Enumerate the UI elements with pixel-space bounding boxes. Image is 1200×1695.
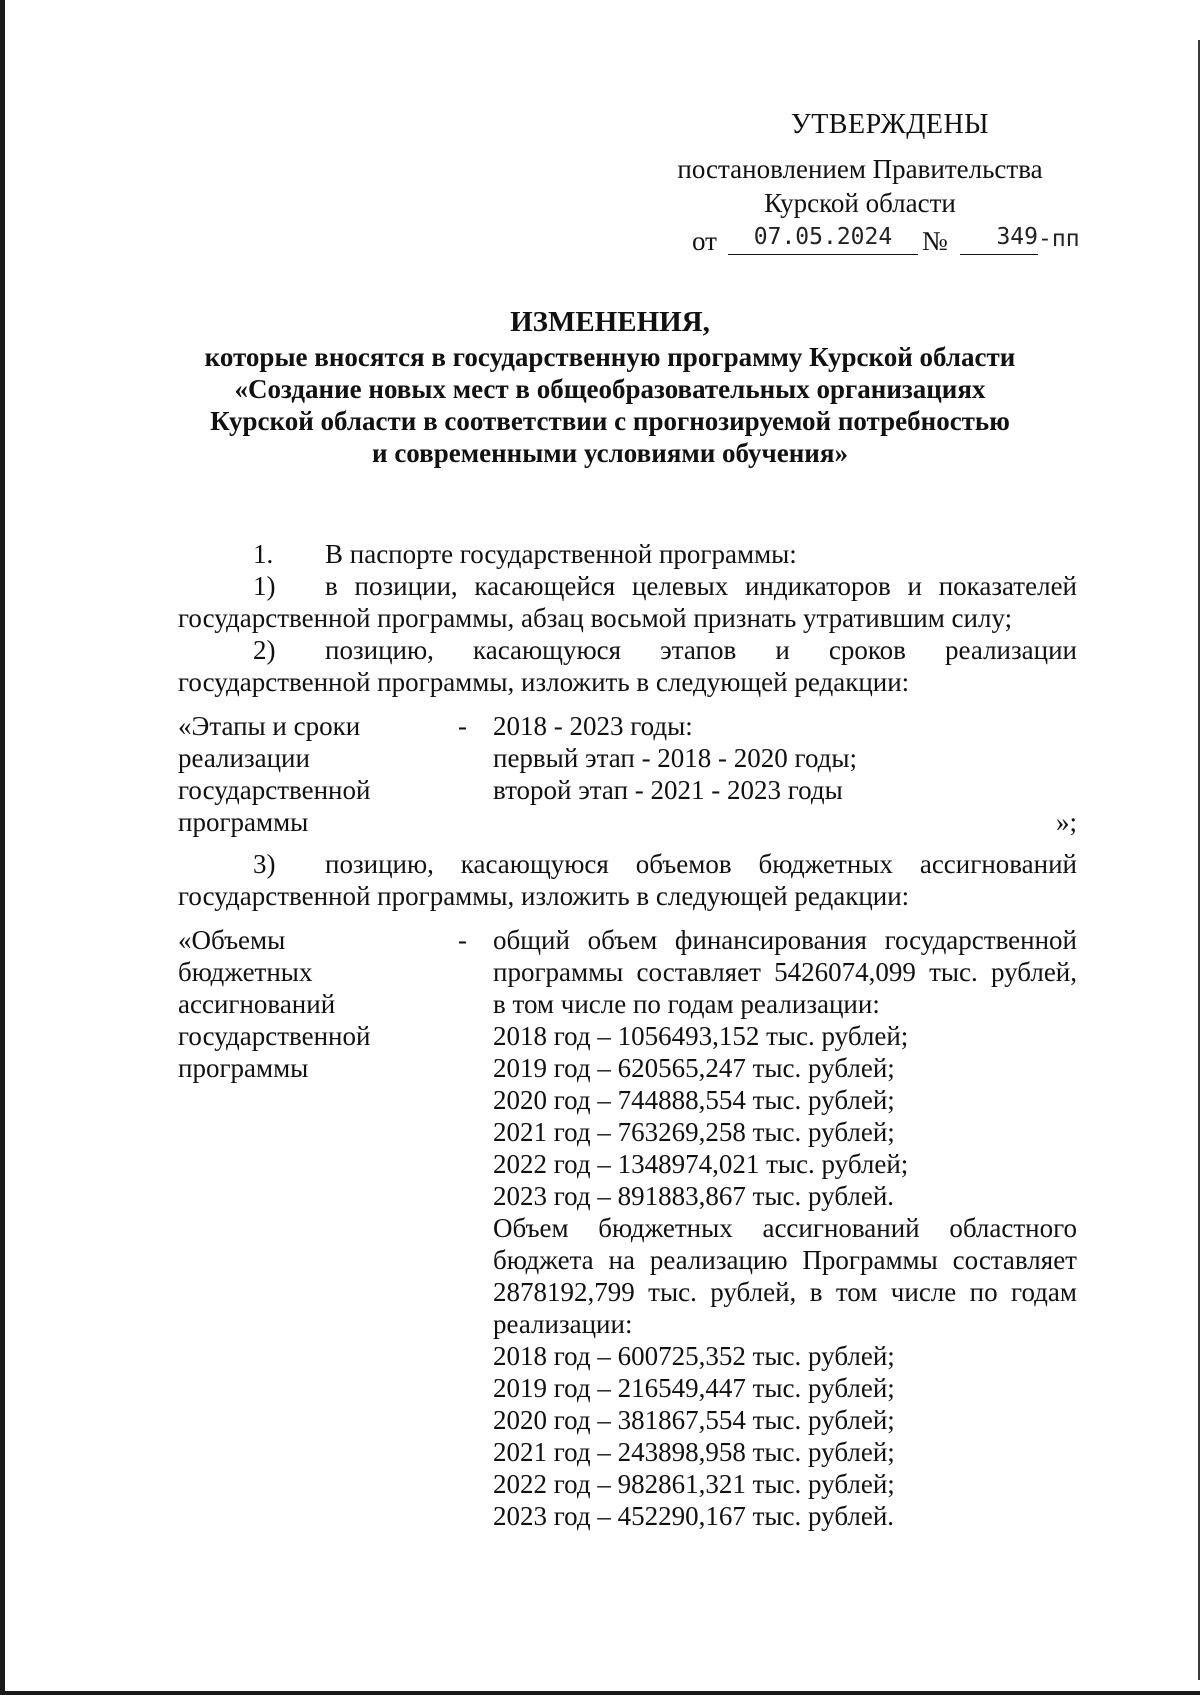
title-line: Курской области в соответствии с прогнозируемой потребностью: [210, 406, 1010, 436]
number-sign: №: [922, 226, 948, 256]
budget-year-line: 2023 год – 452290,167 тыс. рублей.: [493, 1501, 895, 1531]
approval-number-suffix: -пп: [1038, 226, 1080, 252]
title-heading: ИЗМЕНЕНИЯ,: [510, 306, 710, 338]
approval-block: [640, 108, 1080, 256]
subitem-3-text: позицию, касающуюся объемов бюджетных ассигнований: [325, 849, 1077, 879]
subitem-2-line1: [178, 634, 1077, 666]
closing-quote: »;: [1055, 807, 1077, 837]
budget-label-line: ассигнований: [178, 989, 336, 1019]
budget-value-line: общий объем финансирования государственной: [493, 925, 1077, 955]
budget-label-line: бюджетных: [178, 957, 313, 987]
budget-value: [480, 924, 1077, 1532]
budget-year-line: 2019 год – 620565,247 тыс. рублей;: [493, 1053, 895, 1083]
subitem-1-text: в позиции, касающейся целевых индикаторов и показателей: [325, 571, 1077, 601]
budget-year-line: 2019 год – 216549,447 тыс. рублей;: [493, 1373, 895, 1403]
budget-value-line: 2878192,799 тыс. рублей, в том числе по годам: [493, 1277, 1077, 1307]
budget-year-line: 2023 год – 891883,867 тыс. рублей.: [493, 1181, 895, 1211]
budget-value-line: Объем бюджетных ассигнований областного: [493, 1213, 1077, 1243]
budget-value-line: программы составляет 5426074,099 тыс. рублей,: [493, 957, 1077, 987]
budget-value-line: бюджета на реализацию Программы составляет: [493, 1245, 1077, 1275]
stages-label-line: программы: [178, 807, 309, 837]
approval-authority: постановлением Правительства: [677, 154, 1043, 184]
budget-label: [178, 924, 438, 1532]
title-line: и современными условиями обучения»: [372, 438, 848, 468]
budget-label-line: программы: [178, 1053, 309, 1083]
title-line: «Создание новых мест в общеобразовательных организациях: [234, 374, 986, 404]
subitem-1-line2: государственной программы, абзац восьмой признать утратившим силу;: [178, 603, 1013, 633]
stages-label-line: государственной: [178, 775, 371, 805]
budget-year-line: 2022 год – 1348974,021 тыс. рублей;: [493, 1149, 909, 1179]
stages-table: [178, 710, 1077, 838]
subitem-2-line2: государственной программы, изложить в следующей редакции:: [178, 667, 910, 697]
subitem-3-number: 3): [253, 849, 276, 879]
from-label: от: [692, 226, 717, 256]
stages-value-line: 2018 - 2023 годы:: [493, 711, 693, 741]
approval-region: Курской области: [764, 188, 956, 218]
page-edge-left: [0, 0, 5, 1695]
budget-value-line: в том числе по годам реализации:: [493, 989, 880, 1019]
stages-dash: -: [458, 711, 467, 741]
subitem-2-number: 2): [253, 635, 276, 665]
budget-year-line: 2018 год – 600725,352 тыс. рублей;: [493, 1341, 895, 1371]
title-line: которые вносятся в государственную программу Курской области: [204, 342, 1016, 372]
approval-date: 07.05.2024: [728, 220, 918, 255]
approval-reference: [640, 220, 1080, 256]
budget-year-line: 2018 год – 1056493,152 тыс. рублей;: [493, 1021, 909, 1051]
subitem-3-line2: государственной программы, изложить в следующей редакции:: [178, 881, 910, 911]
stages-value-line: первый этап - 2018 - 2020 годы;: [493, 743, 858, 773]
budget-table: [178, 924, 1077, 1532]
item-1-number: 1.: [253, 539, 274, 569]
budget-year-line: 2021 год – 763269,258 тыс. рублей;: [493, 1117, 895, 1147]
budget-year-line: 2020 год – 744888,554 тыс. рублей;: [493, 1085, 895, 1115]
stages-label-line: «Этапы и сроки: [178, 711, 361, 741]
stages-value-line: второй этап - 2021 - 2023 годы: [493, 775, 843, 805]
approved-label: УТВЕРЖДЕНЫ: [790, 109, 990, 140]
subitem-3-line1: [178, 848, 1077, 880]
subitem-1-number: 1): [253, 571, 276, 601]
page-edge-bottom: [0, 1691, 1200, 1695]
item-1: [178, 538, 1077, 570]
budget-label-line: государственной: [178, 1021, 371, 1051]
subitem-2-text: позицию, касающуюся этапов и сроков реализации: [325, 635, 1077, 665]
stages-label-line: реализации: [178, 743, 310, 773]
document-body: [178, 538, 1077, 1532]
subitem-1-line1: [178, 570, 1077, 602]
stages-label: [178, 710, 438, 838]
document-title: [160, 306, 1060, 469]
stages-value: [480, 710, 1077, 838]
approval-number: 349: [960, 220, 1038, 255]
budget-dash: -: [458, 925, 467, 955]
budget-year-line: 2022 год – 982861,321 тыс. рублей;: [493, 1469, 895, 1499]
budget-label-line: «Объемы: [178, 925, 286, 955]
budget-year-line: 2021 год – 243898,958 тыс. рублей;: [493, 1437, 895, 1467]
budget-year-line: 2020 год – 381867,554 тыс. рублей;: [493, 1405, 895, 1435]
budget-value-line: реализации:: [493, 1309, 633, 1339]
item-1-text: В паспорте государственной программы:: [325, 539, 797, 569]
